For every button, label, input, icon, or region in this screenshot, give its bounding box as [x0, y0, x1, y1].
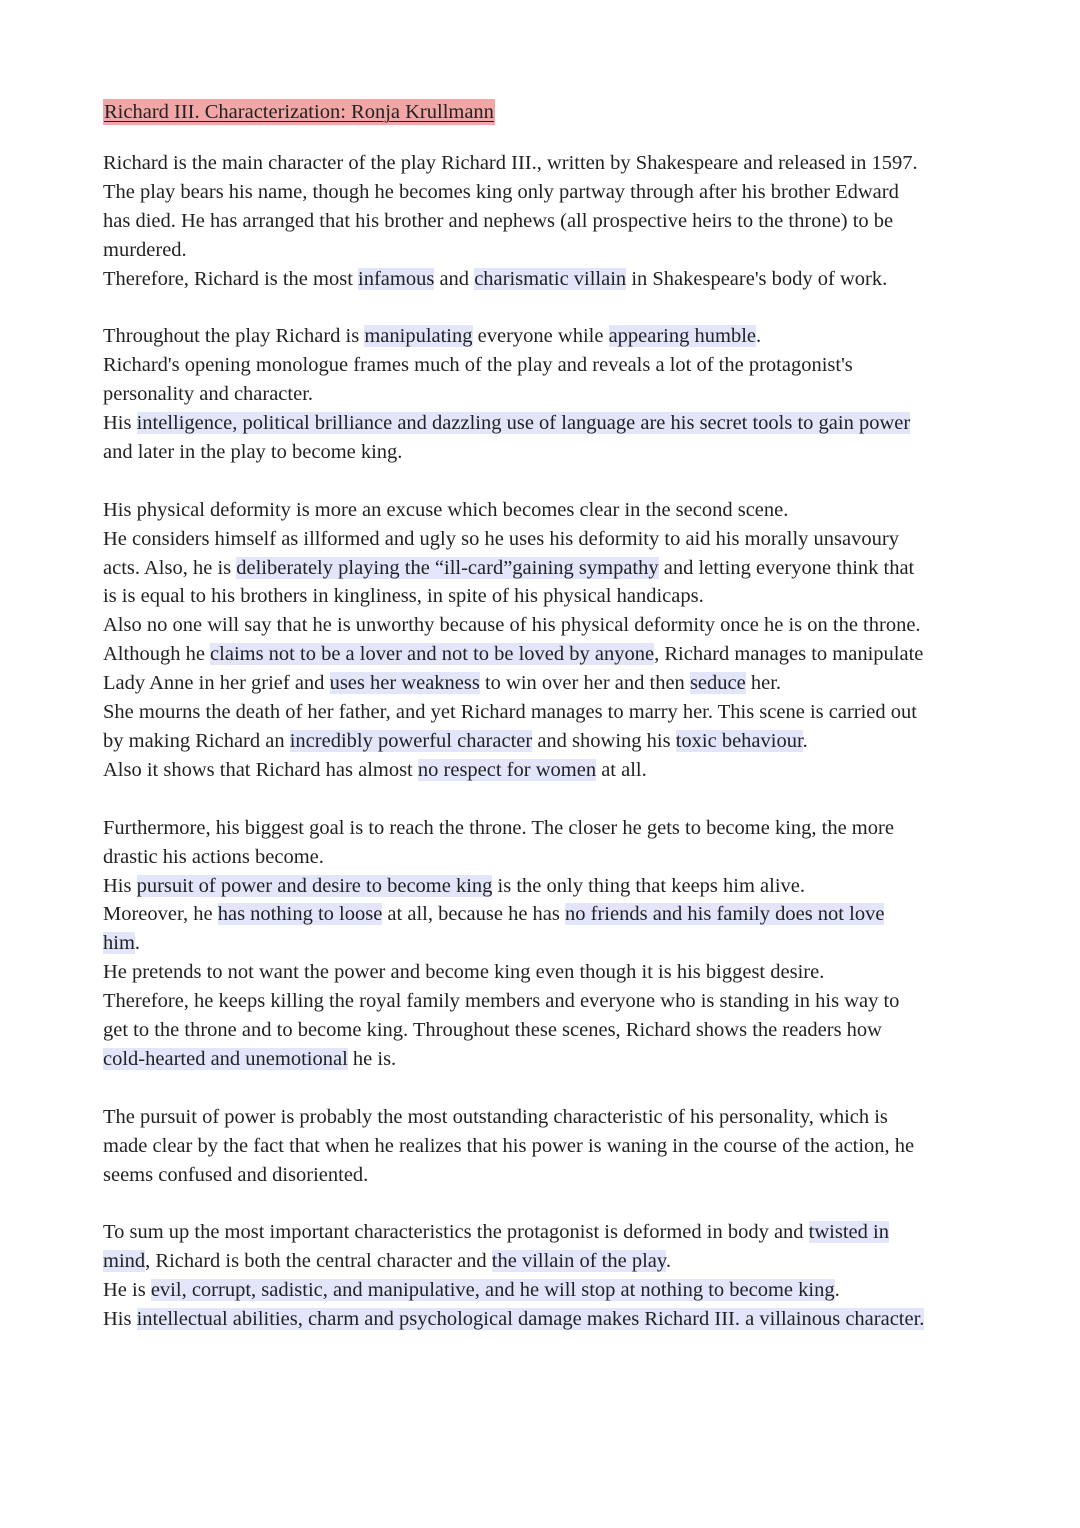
text-run: drastic his actions become. [103, 845, 324, 868]
text-run: His [103, 412, 137, 435]
text-run: Although he [103, 643, 211, 666]
highlighted-text: pursuit of power and desire to become king [136, 874, 493, 897]
text-run: His [103, 874, 137, 897]
text-line [103, 814, 993, 843]
text-run: The play bears his name, though he becomes king only partway through after his brother Edward [103, 180, 899, 203]
text-run: . [756, 325, 762, 348]
text-line [103, 582, 993, 611]
text-line [103, 640, 993, 669]
highlighted-text: twisted in [808, 1221, 889, 1244]
text-run: He considers himself as illformed and ugly so he uses his deformity to aid his morally unsavoury [103, 527, 899, 550]
text-line [103, 727, 993, 756]
text-line [103, 265, 993, 294]
text-run: made clear by the fact that when he realizes that his power is waning in the course of the action, he [103, 1134, 915, 1157]
paragraph-3 [103, 496, 993, 785]
text-run: His [103, 1308, 137, 1331]
text-line [103, 900, 993, 929]
text-line [103, 1247, 993, 1276]
text-line [103, 149, 993, 178]
text-run: Moreover, he [103, 903, 218, 926]
highlighted-text: seduce [689, 672, 746, 695]
text-run: personality and character. [103, 383, 314, 406]
highlighted-text: intelligence, political brilliance and dazzling use of language are his secret tools to gain power [136, 412, 911, 435]
text-run: , Richard is both the central character and [145, 1250, 492, 1273]
document-title: Richard III. Characterization: Ronja Krullmann [104, 101, 494, 123]
highlighted-text: appearing humble [608, 325, 756, 348]
highlighted-text: toxic behaviour [675, 730, 803, 752]
text-run: seems confused and disoriented. [103, 1163, 369, 1186]
text-line [103, 207, 993, 236]
text-line [103, 178, 993, 207]
highlighted-text: charismatic villain [474, 267, 627, 290]
text-run: in Shakespeare's body of work. [626, 267, 888, 290]
highlighted-text: him [103, 932, 135, 955]
text-line [103, 409, 993, 438]
paragraph-1 [103, 149, 993, 294]
text-line [103, 698, 993, 727]
text-run: To sum up the most important characteristics the protagonist is deformed in body and [103, 1221, 809, 1244]
text-run: Richard's opening monologue frames much of the play and reveals a lot of the protagonist's [103, 354, 853, 377]
text-run: and [434, 267, 475, 290]
text-run: . [134, 932, 141, 955]
text-run: is the only thing that keeps him alive. [492, 874, 805, 897]
text-run: everyone while [472, 325, 609, 348]
highlighted-text: cold-hearted and unemotional [103, 1047, 348, 1070]
text-run: His physical deformity is more an excuse which becomes clear in the second scene. [103, 498, 789, 521]
highlighted-text: deliberately playing the “ill-card”gaining sympathy [236, 556, 659, 579]
paragraph-2 [103, 322, 993, 467]
paragraph-6 [103, 1218, 993, 1334]
text-run: murdered. [103, 238, 187, 261]
text-run: by making Richard an [103, 730, 290, 752]
text-run: her. [745, 672, 782, 695]
text-line [103, 236, 993, 265]
text-run: Furthermore, his biggest goal is to reach the throne. The closer he gets to become king, the more [103, 816, 894, 839]
text-run: Also no one will say that he is unworthy because of his physical deformity once he is on the throne. [103, 614, 921, 637]
essay-text [103, 149, 993, 1334]
text-line [103, 611, 993, 640]
text-line [103, 496, 993, 525]
text-line [103, 987, 993, 1016]
highlighted-text: has nothing to loose [217, 903, 383, 926]
text-line [103, 1161, 993, 1190]
text-run: . [665, 1250, 671, 1273]
highlighted-text: the villain of the play [491, 1250, 666, 1273]
text-run: and showing his [532, 730, 676, 752]
text-line [103, 958, 993, 987]
text-line [103, 351, 993, 380]
paragraph-5 [103, 1103, 993, 1190]
highlighted-text: evil, corrupt, sadistic, and manipulative, and he will stop at nothing to become king [150, 1279, 835, 1302]
text-line [103, 554, 993, 583]
text-run: He is [103, 1279, 151, 1302]
highlighted-text: incredibly powerful character [289, 730, 533, 752]
text-run: at all, because he has [382, 903, 566, 926]
paragraph-4 [103, 814, 993, 1074]
text-line [103, 380, 993, 409]
text-run: Therefore, Richard is the most [103, 267, 359, 290]
text-run: She mourns the death of her father, and yet Richard manages to marry her. This scene is carried out [103, 701, 917, 724]
text-run: acts. Also, he is [103, 556, 237, 579]
text-line [103, 1045, 993, 1074]
highlighted-text: infamous [358, 267, 435, 290]
text-line [103, 1016, 993, 1045]
highlighted-text: intellectual abilities, charm and psychological damage makes Richard III. a villainous character. [136, 1308, 925, 1331]
text-run: he is. [347, 1047, 397, 1070]
text-run: and later in the play to become king. [103, 440, 403, 463]
text-line [103, 872, 993, 901]
text-run: Throughout the play Richard is [103, 325, 365, 348]
text-run: Also it shows that Richard has almost [103, 758, 418, 781]
highlighted-text: no respect for women [417, 758, 597, 781]
text-run: Therefore, he keeps killing the royal family members and everyone who is standing in his way to [103, 990, 900, 1013]
title-line [103, 98, 993, 127]
text-run: at all. [596, 758, 647, 781]
text-run: He pretends to not want the power and become king even though it is his biggest desire. [103, 961, 825, 984]
highlighted-text: mind [103, 1250, 146, 1273]
text-run: and letting everyone think that [658, 556, 915, 579]
highlighted-text: uses her weakness [329, 672, 480, 695]
text-run: The pursuit of power is probably the most outstanding characteristic of his personality, which is [103, 1105, 888, 1128]
text-run: get to the throne and to become king. Throughout these scenes, Richard shows the readers how [103, 1019, 882, 1042]
text-run: Lady Anne in her grief and [103, 672, 330, 695]
text-run: . [802, 730, 808, 752]
text-run: , Richard manages to manipulate [654, 643, 924, 666]
text-run: is is equal to his brothers in kingliness, in spite of his physical handicaps. [103, 585, 704, 608]
highlighted-text: manipulating [364, 325, 473, 348]
text-run: to win over her and then [479, 672, 690, 695]
document-body [103, 98, 993, 1363]
text-line [103, 929, 993, 958]
text-line [103, 1103, 993, 1132]
text-line [103, 1132, 993, 1161]
text-line [103, 669, 993, 698]
highlighted-text: no friends and his family does not love [565, 903, 885, 926]
text-line [103, 756, 993, 785]
text-line [103, 843, 993, 872]
highlighted-text: claims not to be a lover and not to be loved by anyone [210, 643, 655, 666]
text-run: . [834, 1279, 840, 1302]
text-run: Richard is the main character of the play Richard III., written by Shakespeare and released in 1597. [103, 151, 918, 174]
text-line [103, 525, 993, 554]
text-line [103, 1305, 993, 1334]
text-line [103, 1276, 993, 1305]
text-line [103, 322, 993, 351]
text-line [103, 438, 993, 467]
text-line [103, 1218, 993, 1247]
text-run: has died. He has arranged that his brother and nephews (all prospective heirs to the throne) to be [103, 209, 894, 232]
